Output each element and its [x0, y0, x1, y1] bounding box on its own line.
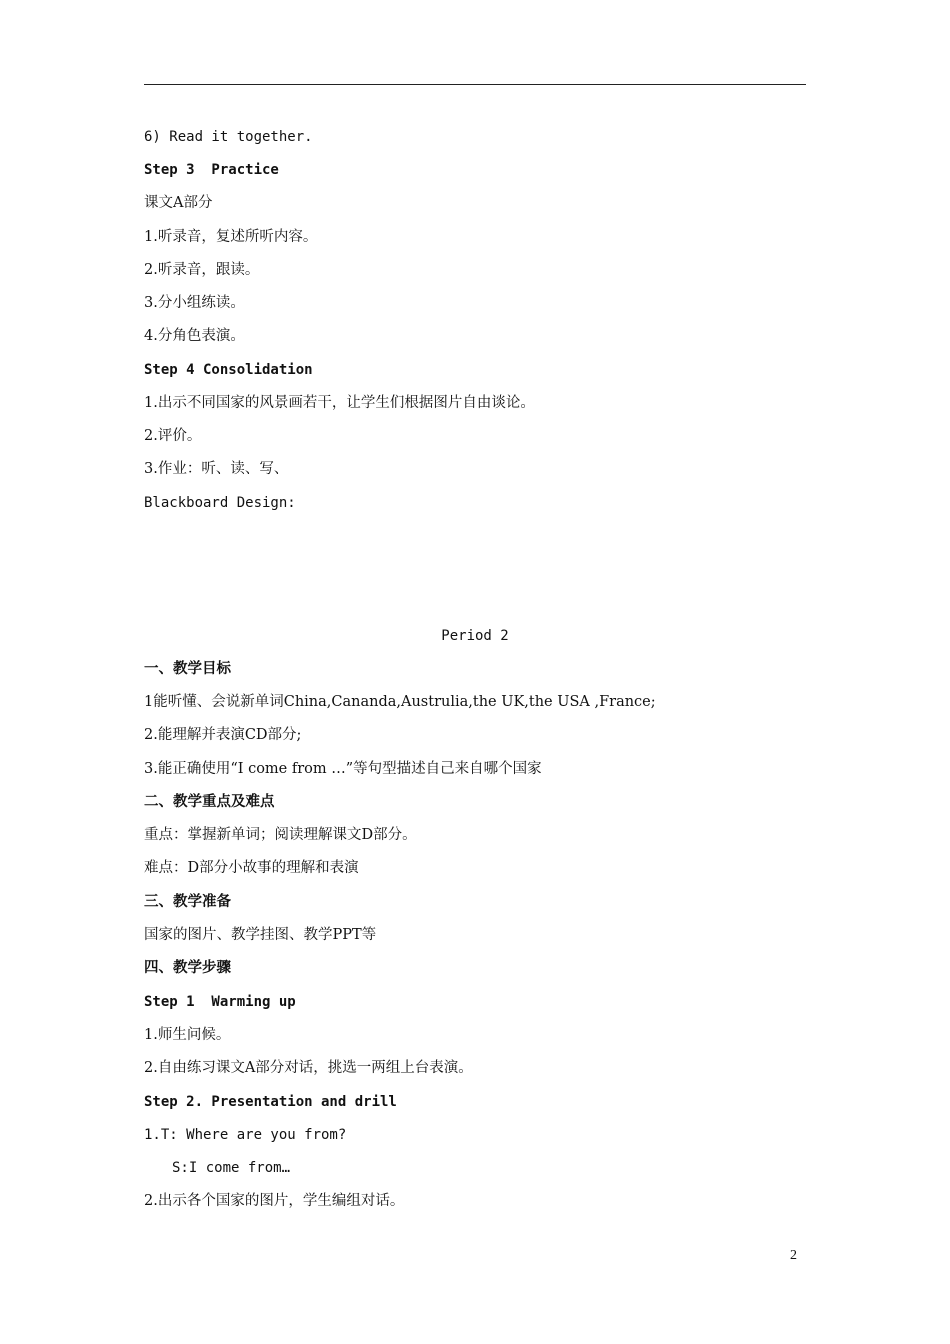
list-item: 2.能理解并表演CD部分; — [144, 727, 302, 743]
list-item: 3.能正确使用“I come from …”等句型描述自己来自哪个国家 — [144, 761, 542, 777]
list-item: 2.听录音，跟读。 — [144, 262, 260, 278]
list-item: 3.分小组练读。 — [144, 295, 245, 311]
section-heading: 三、教学准备 — [144, 893, 231, 910]
step-heading: Step 1 Warming up — [144, 994, 296, 1010]
text-line: Blackboard Design: — [144, 495, 296, 511]
section-heading: 一、教学目标 — [144, 660, 231, 677]
text-line: 6) Read it together. — [144, 129, 313, 145]
list-item: 1能听懂、会说新单词China,Cananda,Austrulia,the UK,the USA ,France; — [144, 694, 656, 710]
dialogue-line: 1.T: Where are you from? — [144, 1127, 347, 1143]
header-rule — [144, 84, 806, 85]
list-item: 1.出示不同国家的风景画若干，让学生们根据图片自由谈论。 — [144, 395, 535, 411]
text-line: 课文A部分 — [144, 195, 213, 211]
section-heading: 四、教学步骤 — [144, 959, 231, 976]
text-line: 国家的图片、教学挂图、教学PPT等 — [144, 927, 377, 943]
list-item: 1.师生问候。 — [144, 1027, 231, 1043]
text-line: 重点：掌握新单词；阅读理解课文D部分。 — [144, 827, 417, 843]
text-line: 难点：D部分小故事的理解和表演 — [144, 860, 359, 876]
list-item: 4.分角色表演。 — [144, 328, 245, 344]
section-heading: 二、教学重点及难点 — [144, 793, 275, 810]
page-number: 2 — [790, 1248, 797, 1263]
period-title: Period 2 — [441, 628, 509, 644]
step-heading: Step 3 Practice — [144, 162, 279, 178]
list-item: 2.出示各个国家的图片，学生编组对话。 — [144, 1193, 405, 1209]
list-item: 2.评价。 — [144, 428, 202, 444]
step-heading: Step 2. Presentation and drill — [144, 1094, 397, 1110]
list-item: 1.听录音，复述所听内容。 — [144, 229, 318, 245]
step-heading: Step 4 Consolidation — [144, 362, 313, 378]
list-item: 3.作业：听、读、写、 — [144, 461, 289, 477]
list-item: 2.自由练习课文A部分对话，挑选一两组上台表演。 — [144, 1060, 473, 1076]
dialogue-line: S:I come from… — [172, 1160, 291, 1176]
